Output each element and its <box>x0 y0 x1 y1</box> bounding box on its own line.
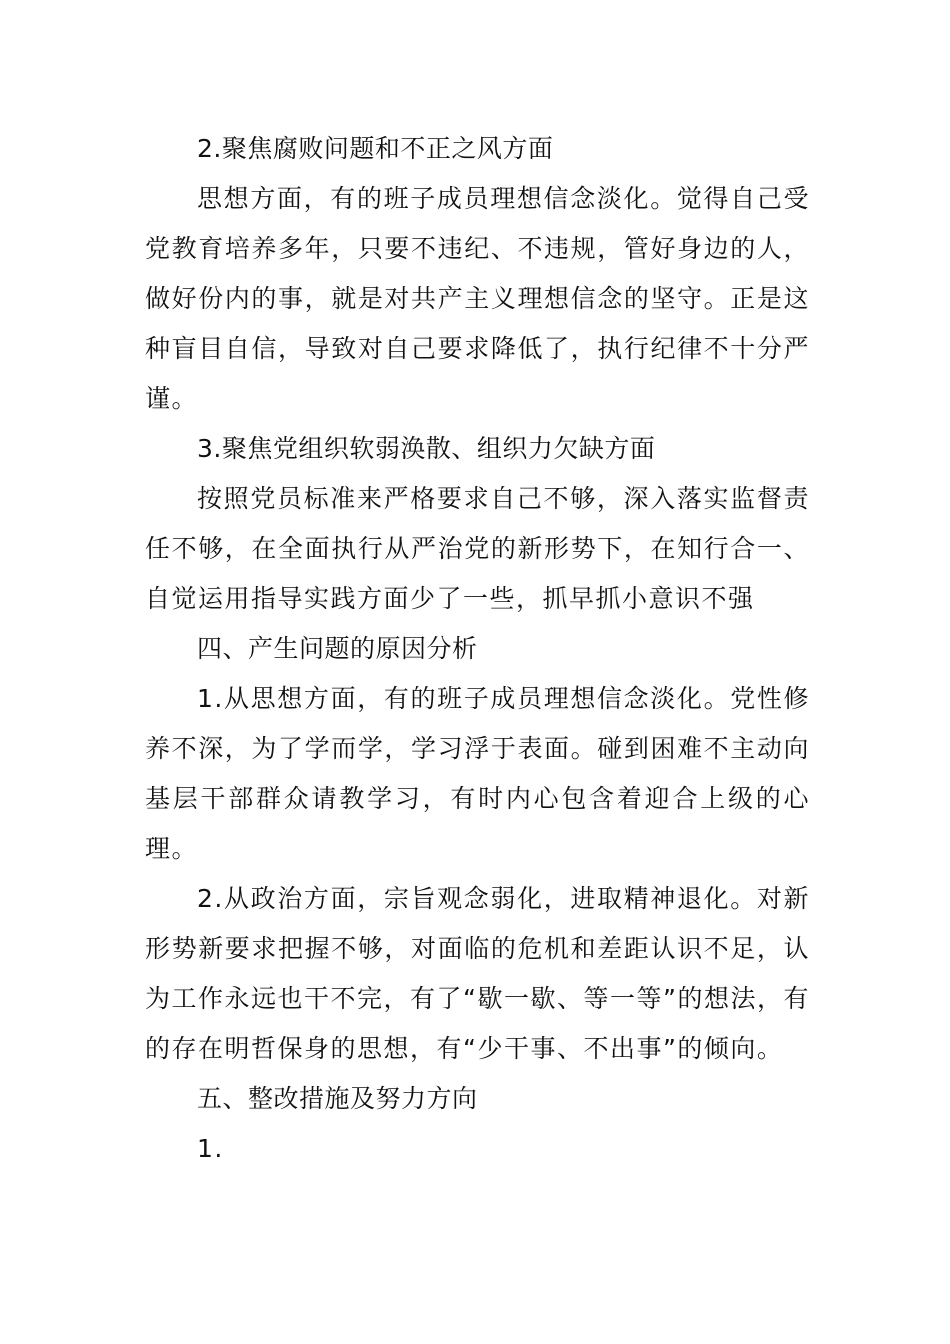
section-heading-cause-analysis: 四、产生问题的原因分析 <box>197 634 478 663</box>
paragraph-ideology: 思想方面，有的班子成员理想信念淡化。觉得自己受党教育培养多年，只要不违纪、不违规，管好身边的人，做好份内的事，就是对共产主义理想信念的坚守。正是这种盲目自信，导致对自己要求降低了，执行纪律不十分严谨。 <box>145 184 810 413</box>
section-heading-party-organization: 3.聚焦党组织软弱涣散、组织力欠缺方面 <box>197 434 656 463</box>
paragraph-cause-politics: 2.从政治方面，宗旨观念弱化，进取精神退化。对新形势新要求把握不够，对面临的危机和差距认识不足，认为工作永远也干不完，有了“歇一歇、等一等”的想法，有的存在明哲保身的思想，有“少干事、不出事”的倾向。 <box>145 884 810 1063</box>
paragraph-rectification-item-1: 1. <box>197 1134 224 1163</box>
section-heading-corruption: 2.聚焦腐败问题和不正之风方面 <box>197 134 554 163</box>
document-body <box>145 124 810 1174</box>
section-heading-rectification: 五、整改措施及努力方向 <box>197 1084 478 1113</box>
paragraph-supervision: 按照党员标准来严格要求自己不够，深入落实监督责任不够，在全面执行从严治党的新形势下，在知行合一、自觉运用指导实践方面少了一些，抓早抓小意识不强 <box>145 484 810 613</box>
paragraph-cause-thought: 1.从思想方面，有的班子成员理想信念淡化。党性修养不深，为了学而学，学习浮于表面。碰到困难不主动向基层干部群众请教学习，有时内心包含着迎合上级的心理。 <box>145 684 810 863</box>
